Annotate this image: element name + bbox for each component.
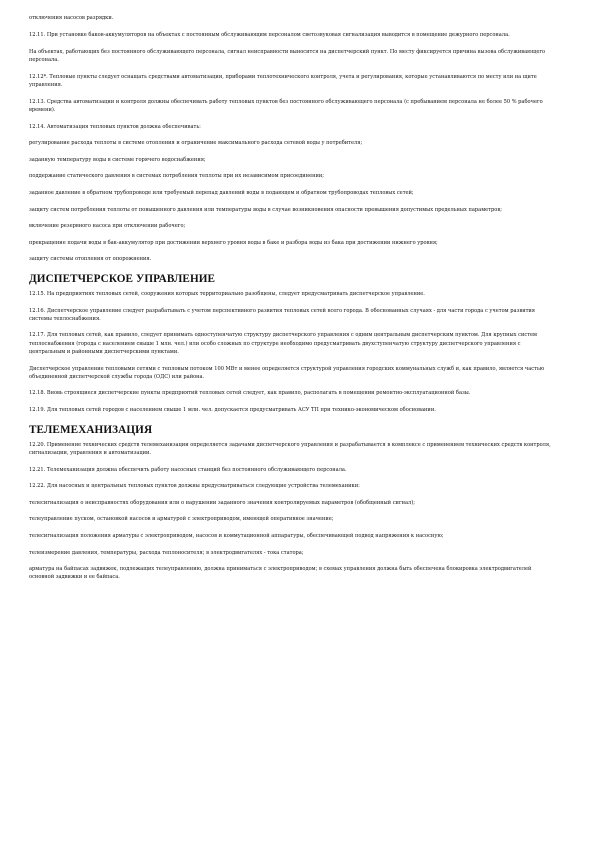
section-heading-dispatch: ДИСПЕТЧЕРСКОЕ УПРАВЛЕНИЕ <box>29 272 216 285</box>
paragraph-12-19: 12.19. Для тепловых сетей городов с населением свыше 1 млн. чел. допускается предусматривать АСУ ТП при технико-экономическом обосновании. <box>29 407 436 414</box>
paragraph-12-18: 12.18. Вновь строящиеся диспетчерские пункты предприятий тепловых сетей следует, как правило, располагать в помещении ремонтно-эксплуатационной базы. <box>29 390 471 397</box>
paragraph-12-20: 12.20. Применение технических средств телемеханизации определяется задачами диспетчерского управления и разрабатывается в комплексе с применением технических средств контроля, сигнализации, управления и автоматизации. <box>29 441 551 456</box>
paragraph-12-14: 12.14. Автоматизация тепловых пунктов должна обеспечивать: <box>29 123 201 130</box>
list-item-return-pressure: заданное давление в обратном трубопроводе или требуемый перепад давлений воды в подающем и обратном трубопроводах тепловых сетей; <box>29 189 414 196</box>
paragraph-pump-shutdown: отключения насосов разрядки. <box>29 15 114 21</box>
paragraph-dispatch-100mw: Диспетчерское управление тепловыми сетями с тепловым потоком 100 МВт и менее определяется структурой управления городских коммунальных служб и, как правило, является частью объединенной диспетчерской службы города (ОДС) или района. <box>29 365 545 380</box>
section-heading-telemechanics: ТЕЛЕМЕХАНИЗАЦИЯ <box>29 423 153 436</box>
paragraph-12-22: 12.22. Для насосных и центральных тепловых пунктов должны предусматриваться следующие устройства телемеханики: <box>29 483 360 490</box>
paragraph-12-12: 12.12*. Тепловые пункты следует оснащать средствами автоматизации, приборами теплотехнического контроля, учета и регулирования, которые устанавливаются по месту или на щите управления. <box>29 73 537 89</box>
paragraph-12-11: 12.11. При установке баков-аккумуляторов на объектах с постоянным обслуживающим персоналом светозвуковая сигнализация выводится в помещение дежурного персонала. <box>29 32 510 39</box>
document-page <box>29 14 557 590</box>
list-item-bypass-valves: арматура на байпасах задвижек, подлежащих телеуправлению, должна приниматься с электроприводом; в схемах управления должна быть обеспечена блокировка электродвигателей основной задвижки и ее байпаса. <box>29 566 532 581</box>
list-item-backup-pump: включение резервного насоса при отключении рабочего; <box>29 223 186 230</box>
paragraph-12-15: 12.15. На предприятиях тепловых сетей, сооружения которых территориально разобщены, следует предусматривать диспетчерское управление. <box>29 290 425 297</box>
paragraph-12-16: 12.16. Диспетчерское управление следует разрабатывать с учетом перспективного развития тепловых сетей всего города. В обоснованных случаях - для части города с учетом развития системы теплоснабжения. <box>29 307 536 322</box>
paragraph-12-17: 12.17. Для тепловых сетей, как правило, следует принимать одноступенчатую структуру диспетчерского управления с одним центральным диспетчерским пунктом. Для крупных систем теплоснабжения (города с населением свыше 1 млн. чел.) или особо сложных по структуре необходимо предусматривать двухступенчатую структуру диспетчерского управления с центральным и районными диспетчерскими пунктами. <box>29 332 538 355</box>
list-item-drain-protection: защиту системы отопления от опорожнения. <box>29 256 152 263</box>
list-item-telesignal-faults: телесигнализация о неисправностях оборудования или о нарушении заданного значения контролируемых параметров (обобщенный сигнал); <box>29 499 415 506</box>
list-item-heat-regulation: регулирование расхода теплоты в системе отопления и ограничение максимального расхода сетевой воды у потребителя; <box>29 140 363 147</box>
paragraph-12-21: 12.21. Телемеханизация должна обеспечить работу насосных станций без постоянного обслуживающего персонала. <box>29 466 347 473</box>
list-item-overpressure-protection: защиту систем потребления теплоты от повышенного давления или температуры воды в случае возникновения опасности превышения допустимых предельных параметров; <box>29 206 502 213</box>
list-item-telesignal-positions: телесигнализация положения арматуры с электроприводом, насосов и коммутационной аппаратуры, обеспечивающей подвод напряжения к насосную; <box>29 532 444 539</box>
paragraph-unmanned-objects: На объектах, работающих без постоянного обслуживающего персонала, сигнал неисправности выносится на диспетчерский пункт. По месту фиксируется причина вызова обслуживающего персонала. <box>29 48 546 64</box>
paragraph-12-13: 12.13. Средства автоматизации и контроля должны обеспечивать работу тепловых пунктов без постоянного обслуживающего персонала (с пребыванием персонала не более 50 % рабочего времени). <box>29 98 543 113</box>
list-item-hot-water-temperature: заданную температуру воды в системе горячего водоснабжения; <box>29 156 206 163</box>
list-item-static-pressure: поддержание статического давления в системах потребления теплоты при их независимом присоединении; <box>29 173 324 180</box>
list-item-telemetering: телеизмерение давления, температуры, расхода теплоносителя; в электродвигателях - тока статора; <box>29 549 304 556</box>
list-item-tank-level: прекращение подачи воды в бак-аккумулятор при достижении верхнего уровня воды в баке и разбора воды из бака при достижении нижнего уровня; <box>29 239 438 246</box>
list-item-telecontrol-pumps: телеуправление пуском, остановкой насосов и арматурой с электроприводом, имеющей оперативное значение; <box>29 516 334 523</box>
